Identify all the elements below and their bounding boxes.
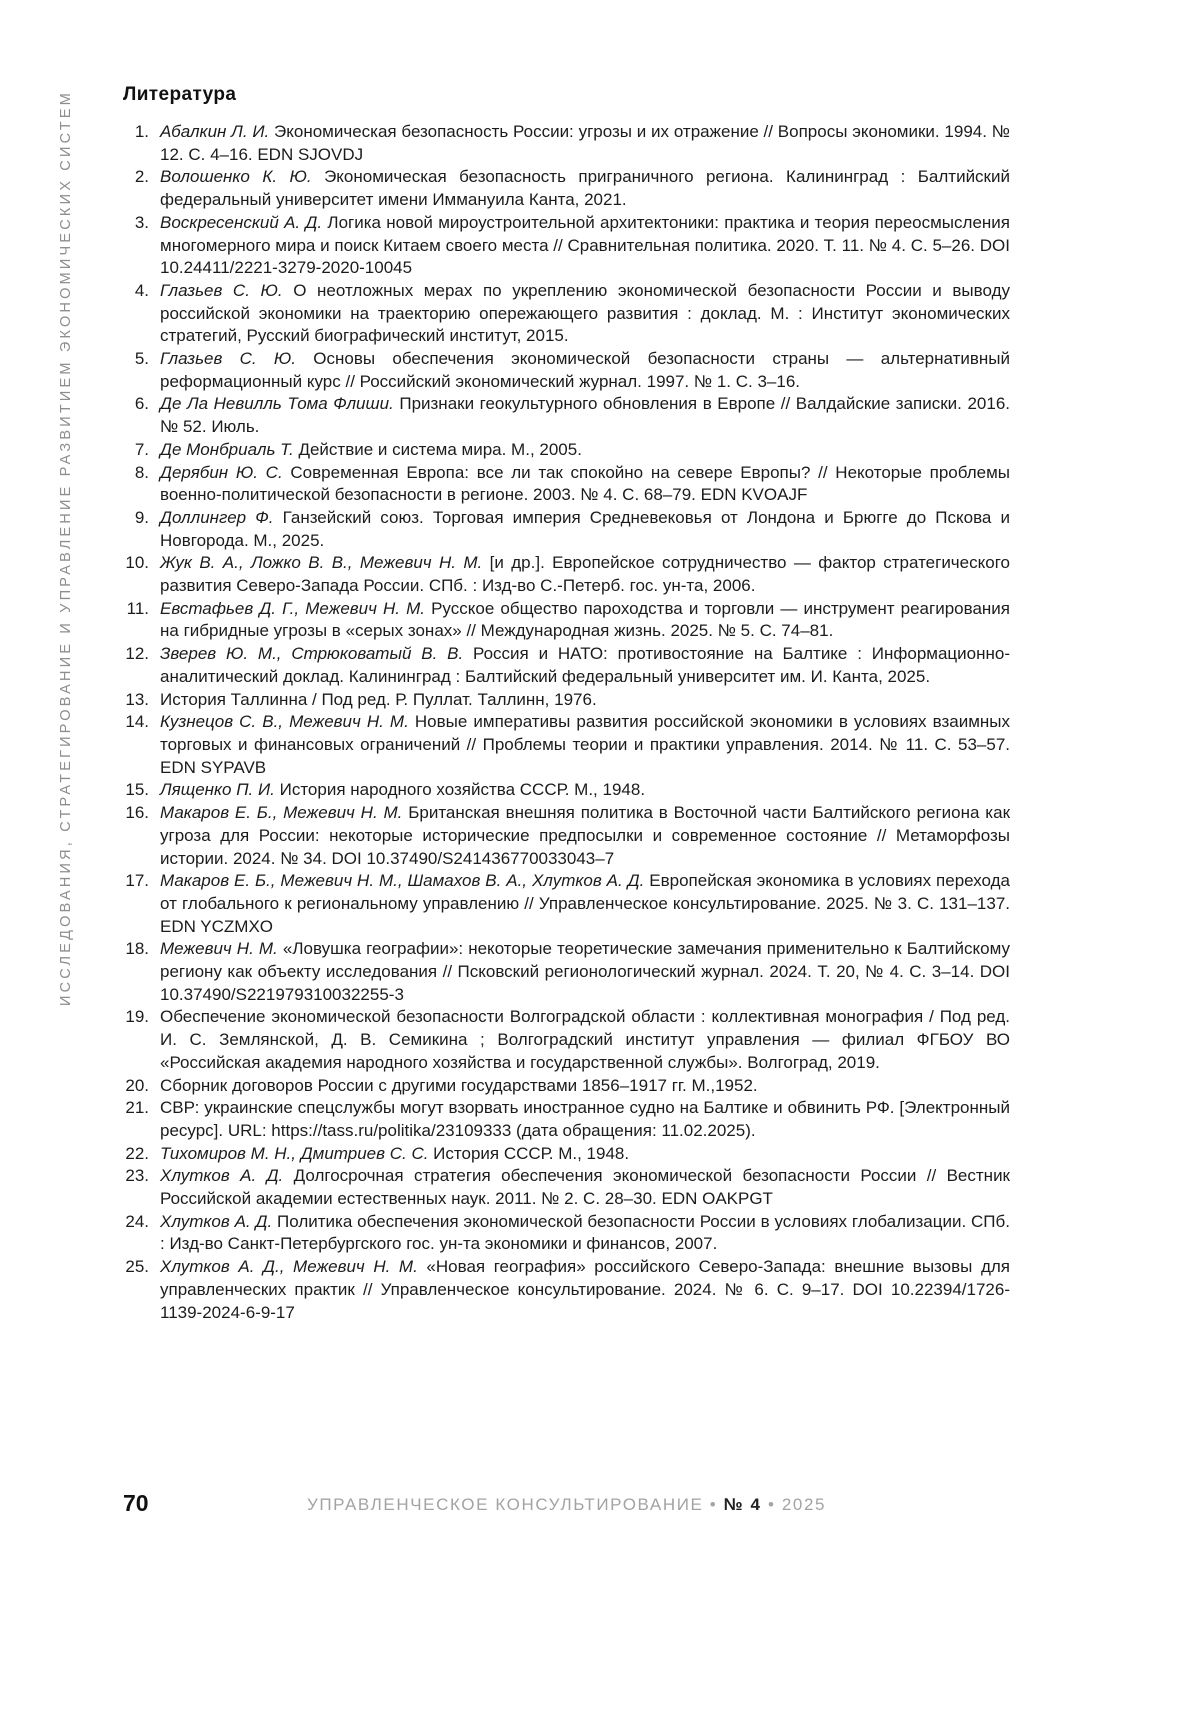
reference-item (123, 598, 1010, 643)
reference-authors: Волошенко К. Ю. (160, 167, 325, 187)
reference-number: 25. (125, 1257, 149, 1277)
reference-number: 23. (125, 1166, 149, 1186)
reference-number: 2. (134, 167, 149, 187)
reference-item (123, 779, 1010, 802)
footer-separator: • (709, 1495, 718, 1514)
footer-separator: • (767, 1495, 776, 1514)
reference-item (123, 1256, 1010, 1324)
reference-body (160, 1211, 1010, 1256)
reference-authors: Дерябин Ю. С. (160, 462, 291, 482)
reference-number: 5. (134, 349, 149, 369)
reference-text: Обеспечение экономической безопасности Волгоградской области : коллективная монография / Под ред. И. С. Землянской, Д. В. Семикина ; Волгоградский институт управления — филиал ФГБОУ ВО «Российская академия народного хозяйства и государственной службы». Волгоград, 2019. (160, 1007, 1010, 1072)
reference-body (160, 1143, 1010, 1166)
reference-body (160, 870, 1010, 938)
reference-body (160, 779, 1010, 802)
reference-item (123, 393, 1010, 438)
reference-body (160, 212, 1010, 280)
reference-number: 24. (125, 1211, 149, 1231)
reference-number: 13. (125, 689, 149, 709)
reference-body (160, 439, 1010, 462)
reference-number: 19. (125, 1007, 149, 1027)
reference-body (160, 462, 1010, 507)
reference-text: История СССР. М., 1948. (433, 1143, 630, 1163)
reference-text: Экономическая безопасность приграничного региона. Калининград : Балтийский федеральный университет имени Иммануила Канта, 2021. (160, 167, 1010, 210)
reference-item (123, 802, 1010, 870)
section-title: Литература (123, 84, 237, 105)
reference-text: Британская внешняя политика в Восточной части Балтийского региона как угроза для России: некоторые исторические предпосылки и современное состояние // Метаморфозы истории. 2024. № 34. DOI 10.37490/S241436770033043–7 (160, 803, 1011, 868)
reference-item (123, 1075, 1010, 1098)
reference-item (123, 280, 1010, 348)
reference-body (160, 393, 1010, 438)
reference-body (160, 938, 1010, 1006)
reference-item (123, 1097, 1010, 1142)
reference-number: 10. (125, 553, 149, 573)
reference-body (160, 507, 1010, 552)
content-area (123, 84, 1010, 1324)
reference-body (160, 1075, 1010, 1098)
journal-year: 2025 (781, 1495, 827, 1514)
reference-number: 21. (125, 1098, 149, 1118)
reference-authors: Глазьев С. Ю. (160, 280, 294, 300)
reference-number: 4. (134, 280, 149, 300)
reference-text: О неотложных мерах по укреплению экономической безопасности России и выводу российской экономики на траекторию опережающего развития : доклад. М. : Институт экономических стратегий, Русский биографический институт, 2015. (160, 280, 1010, 346)
reference-text: Сборник договоров России с другими государствами 1856–1917 гг. М.,1952. (160, 1075, 758, 1095)
reference-authors: Зверев Ю. М., Стрюковатый В. В. (160, 644, 474, 664)
reference-body (160, 598, 1010, 643)
reference-text: «Ловушка географии»: некоторые теоретические замечания применительно к Балтийскому региону как объекту исследования // Псковский регионологический журнал. 2024. Т. 20, № 4. С. 3–14. DOI 10.37490/S221979310032255-3 (160, 939, 1010, 1004)
reference-authors: Хлутков А. Д., Межевич Н. М. (160, 1257, 427, 1277)
reference-body (160, 1165, 1010, 1210)
reference-text: Политика обеспечения экономической безопасности России в условиях глобализации. СПб. : Изд-во Санкт-Петербургского гос. ун-та экономики и финансов, 2007. (160, 1211, 1010, 1254)
reference-text: Признаки геокультурного обновления в Европе // Валдайские записки. 2016. № 52. Июль. (160, 394, 1010, 437)
reference-item (123, 689, 1010, 712)
reference-body (160, 1097, 1010, 1142)
reference-text: Европейская экономика в условиях перехода от глобального к региональному управлению // Управленческое консультирование. 2025. № 3. С. 131–137. EDN YCZMXO (160, 871, 1010, 936)
reference-number: 8. (134, 462, 149, 482)
reference-number: 20. (125, 1075, 149, 1095)
reference-item (123, 439, 1010, 462)
reference-number: 7. (134, 439, 149, 459)
page-footer (123, 1490, 1010, 1524)
journal-issue: № 4 (723, 1495, 762, 1514)
reference-body (160, 1256, 1010, 1324)
journal-line (123, 1495, 1010, 1515)
reference-text: Новые императивы развития российской экономики в условиях взаимных торговых и финансовых ограничений // Проблемы теории и практики управления. 2014. № 11. С. 53–57. EDN SYPAVB (160, 712, 1010, 777)
reference-authors: Евстафьев Д. Г., Межевич Н. М. (160, 598, 432, 618)
reference-item (123, 870, 1010, 938)
reference-authors: Де Ла Невилль Тома Флиши. (160, 394, 400, 414)
reference-item (123, 711, 1010, 779)
reference-authors: Де Монбриаль Т. (160, 439, 299, 459)
reference-number: 11. (126, 598, 149, 618)
reference-authors: Хлутков А. Д. (160, 1166, 294, 1186)
reference-authors: Абалкин Л. И. (160, 122, 275, 141)
sidebar-section-label: ИССЛЕДОВАНИЯ, СТРАТЕГИРОВАНИЕ И УПРАВЛЕНИЕ РАЗВИТИЕМ ЭКОНОМИЧЕСКИХ СИСТЕМ (58, 90, 74, 1006)
reference-item (123, 643, 1010, 688)
reference-number: 1. (134, 122, 149, 141)
reference-item (123, 462, 1010, 507)
reference-text: Современная Европа: все ли так спокойно на севере Европы? // Некоторые проблемы военно-политической безопасности в регионе. 2003. № 4. С. 68–79. EDN KVOAJF (160, 462, 1010, 505)
reference-item (123, 552, 1010, 597)
reference-text: Логика новой мироустроительной архитектоники: практика и теория переосмысления многомерного мира и поиск Китаем своего места // Сравнительная политика. 2020. Т. 11. № 4. С. 5–26. DOI 10.24411/2221-3279-2020-10045 (160, 212, 1010, 278)
reference-body (160, 348, 1010, 393)
reference-authors: Тихомиров М. Н., Дмитриев С. С. (160, 1143, 434, 1163)
reference-text: Основы обеспечения экономической безопасности страны — альтернативный реформационный курс // Российский экономический журнал. 1997. № 1. С. 3–16. (160, 349, 1010, 391)
reference-authors: Межевич Н. М. (160, 939, 283, 959)
reference-number: 14. (125, 712, 149, 732)
reference-body (160, 643, 1010, 688)
reference-item (123, 1211, 1010, 1256)
reference-body (160, 711, 1010, 779)
reference-number: 22. (125, 1143, 149, 1163)
reference-number: 18. (125, 939, 149, 959)
reference-item (123, 348, 1010, 393)
reference-text: Русское общество пароходства и торговли — инструмент реагирования на гибридные угрозы в «серых зонах» // Международная жизнь. 2025. № 5. С. 74–81. (160, 598, 1010, 641)
page-number: 70 (123, 1490, 149, 1516)
reference-body (160, 121, 1010, 166)
reference-text: Россия и НАТО: противостояние на Балтике : Информационно-аналитический доклад. Калининград : Балтийский федеральный университет им. И. Канта, 2025. (160, 644, 1010, 686)
reference-authors: Доллингер Ф. (160, 507, 283, 527)
reference-authors: Жук В. А., Ложко В. В., Межевич Н. М. (160, 553, 490, 573)
reference-item (123, 121, 1010, 166)
reference-number: 6. (134, 394, 149, 414)
reference-item (123, 938, 1010, 1006)
reference-authors: Лященко П. И. (160, 780, 280, 800)
reference-text: История Таллинна / Под ред. Р. Пуллат. Таллинн, 1976. (160, 689, 597, 709)
reference-text: [и др.]. Европейское сотрудничество — фактор стратегического развития Северо-Запада России. СПб. : Изд-во С.-Петерб. гос. ун-та, 2006. (160, 553, 1010, 596)
reference-item (123, 1143, 1010, 1166)
reference-text: История народного хозяйства СССР. М., 1948. (279, 780, 646, 800)
reference-item (123, 166, 1010, 211)
reference-number: 16. (125, 803, 149, 823)
reference-authors: Кузнецов С. В., Межевич Н. М. (160, 712, 415, 732)
reference-item (123, 507, 1010, 552)
reference-authors: Воскресенский А. Д. (160, 212, 328, 232)
reference-body (160, 280, 1010, 348)
reference-number: 15. (125, 780, 149, 800)
reference-item (123, 212, 1010, 280)
reference-number: 3. (134, 212, 149, 232)
journal-title: УПРАВЛЕНЧЕСКОЕ КОНСУЛЬТИРОВАНИЕ (306, 1495, 704, 1514)
reference-authors: Макаров Е. Б., Межевич Н. М. (160, 803, 409, 823)
reference-body (160, 802, 1010, 870)
reference-text: Долгосрочная стратегия обеспечения экономической безопасности России // Вестник Российской академии естественных наук. 2011. № 2. С. 28–30. EDN OAKPGT (160, 1166, 1010, 1209)
reference-text: СВР: украинские спецслужбы могут взорвать иностранное судно на Балтике и обвинить РФ. [Электронный ресурс]. URL: https://tass.ru/politika/23109333 (дата обращения: 11.02.2025). (160, 1098, 1010, 1140)
reference-number: 9. (134, 507, 149, 527)
reference-body (160, 552, 1010, 597)
reference-text: Экономическая безопасность России: угрозы и их отражение // Вопросы экономики. 1994. № 12. С. 4–16. EDN SJOVDJ (160, 122, 1010, 164)
reference-text: «Новая география» российского Северо-Запада: внешние вызовы для управленческих практик // Управленческое консультирование. 2024. № 6. С. 9–17. DOI 10.22394/1726-1139-2024-6-9-17 (160, 1257, 1010, 1322)
reference-text: Ганзейский союз. Торговая империя Средневековья от Лондона и Брюгге до Пскова и Новгорода. М., 2025. (160, 507, 1010, 550)
reference-body (160, 689, 1010, 712)
reference-body (160, 166, 1010, 211)
reference-text: Действие и система мира. М., 2005. (298, 439, 582, 459)
reference-number: 17. (125, 871, 149, 891)
reference-body (160, 1006, 1010, 1074)
reference-list (123, 121, 1010, 1324)
reference-number: 12. (125, 644, 149, 664)
reference-authors: Макаров Е. Б., Межевич Н. М., Шамахов В. А., Хлутков А. Д. (160, 871, 650, 891)
reference-item (123, 1165, 1010, 1210)
reference-item (123, 1006, 1010, 1074)
reference-authors: Хлутков А. Д. (160, 1211, 278, 1231)
reference-authors: Глазьев С. Ю. (160, 349, 314, 369)
